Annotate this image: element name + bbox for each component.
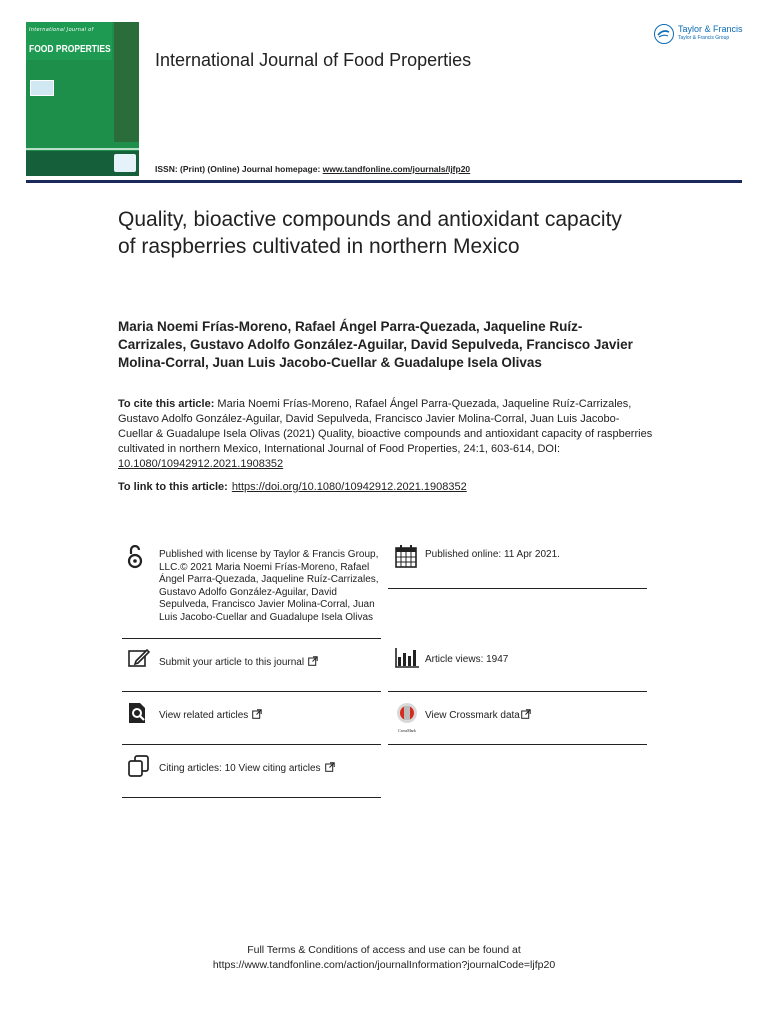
citing-label: Citing articles: 10 View citing articles bbox=[159, 763, 321, 774]
footer-terms-link[interactable]: https://www.tandfonline.com/action/journalInformation?journalCode=ljfp20 bbox=[212, 959, 556, 971]
external-link-icon bbox=[521, 709, 531, 724]
journal-homepage-link[interactable]: www.tandfonline.com/journals/ljfp20 bbox=[322, 164, 471, 174]
calendar-icon bbox=[395, 544, 417, 572]
cite-label: To cite this article: bbox=[118, 398, 215, 410]
publisher-group: Taylor & Francis Group bbox=[678, 35, 730, 41]
open-access-icon bbox=[127, 545, 143, 573]
grid-divider bbox=[388, 691, 647, 692]
header-divider bbox=[26, 180, 742, 183]
cover-illustration bbox=[30, 80, 54, 96]
external-link-icon bbox=[252, 709, 262, 724]
article-doi-link[interactable]: https://doi.org/10.1080/10942912.2021.1908352 bbox=[231, 481, 467, 493]
cover-title: FOOD PROPERTIES bbox=[29, 44, 111, 55]
tf-logo-icon bbox=[654, 24, 674, 44]
issn-line bbox=[155, 164, 470, 174]
grid-divider bbox=[122, 797, 381, 798]
cite-text: Maria Noemi Frías-Moreno, Rafael Ángel Parra-Quezada, Jaqueline Ruíz-Carrizales, Gustavo Adolfo González-Aguilar, David Sepulveda, Francisco Javier Molina-Corral, Juan Luis Jacobo-Cuellar & Guadalupe Isela Olivas (2021) Quality, bioactive compounds and antioxidant capacity of raspberries cultivated in northern Mexico, International Journal of Food Properties, 24:1, 603-614, DOI: bbox=[118, 398, 653, 455]
crossmark-label: View Crossmark data bbox=[425, 710, 520, 721]
journal-cover-image bbox=[26, 22, 139, 176]
grid-divider bbox=[122, 691, 381, 692]
article-title: Quality, bioactive compounds and antioxidant capacity of raspberries cultivated in northern Mexico bbox=[118, 208, 622, 258]
publisher-name: Taylor & Francis bbox=[678, 24, 743, 34]
crossmark-icon bbox=[395, 702, 419, 733]
grid-divider bbox=[388, 588, 647, 589]
grid-divider bbox=[388, 744, 647, 745]
cover-side-panel bbox=[114, 22, 139, 142]
edit-icon bbox=[128, 648, 150, 672]
view-related-articles-link[interactable] bbox=[159, 709, 262, 724]
footer-line-1: Full Terms & Conditions of access and use can be found at bbox=[247, 944, 521, 956]
bar-chart-icon bbox=[395, 648, 419, 672]
cover-divider bbox=[26, 148, 139, 150]
external-link-icon bbox=[308, 656, 318, 671]
submit-article-link[interactable] bbox=[159, 656, 318, 671]
link-label: To link to this article: bbox=[118, 481, 228, 493]
grid-divider bbox=[122, 638, 381, 639]
license-text: Published with license by Taylor & Francis Group, LLC.© 2021 Maria Noemi Frías-Moreno, Rafael Ángel Parra-Quezada, Jaqueline Ruíz-Carrizales, Gustavo Adolfo González-Aguilar, David Sepulveda, Francisco Javier Molina-Corral, Juan Luis Jacobo-Cuellar and Guadalupe Isela Olivas bbox=[159, 549, 379, 623]
article-authors: Maria Noemi Frías-Moreno, Rafael Ángel Parra-Quezada, Jaqueline Ruíz-Carrizales, Gustavo Adolfo González-Aguilar, David Sepulveda, Francisco Javier Molina-Corral, Juan Luis Jacobo-Cuellar & Guadalupe Isela Olivas bbox=[118, 319, 633, 370]
citing-articles-icon bbox=[128, 755, 150, 781]
related-label: View related articles bbox=[159, 710, 249, 721]
grid-divider bbox=[122, 744, 381, 745]
published-online: Published online: 11 Apr 2021. bbox=[425, 549, 560, 560]
view-crossmark-link[interactable] bbox=[425, 709, 531, 724]
submit-label: Submit your article to this journal bbox=[159, 657, 305, 668]
cover-logo bbox=[114, 154, 136, 172]
cite-doi-link[interactable]: 10.1080/10942912.2021.1908352 bbox=[118, 458, 284, 470]
external-link-icon bbox=[325, 762, 335, 777]
related-articles-icon bbox=[128, 702, 148, 728]
issn-label: ISSN: (Print) (Online) Journal homepage: bbox=[155, 164, 323, 174]
citing-articles-link[interactable] bbox=[159, 762, 335, 777]
cover-title-panel bbox=[26, 22, 112, 60]
journal-title: International Journal of Food Properties bbox=[155, 50, 472, 70]
article-link-line bbox=[118, 481, 467, 493]
article-views: Article views: 1947 bbox=[425, 654, 509, 665]
crossmark-caption: CrossMark bbox=[398, 728, 416, 733]
citation-block bbox=[118, 397, 653, 472]
terms-footer bbox=[0, 943, 768, 973]
cover-top-line: International Journal of bbox=[29, 27, 94, 33]
